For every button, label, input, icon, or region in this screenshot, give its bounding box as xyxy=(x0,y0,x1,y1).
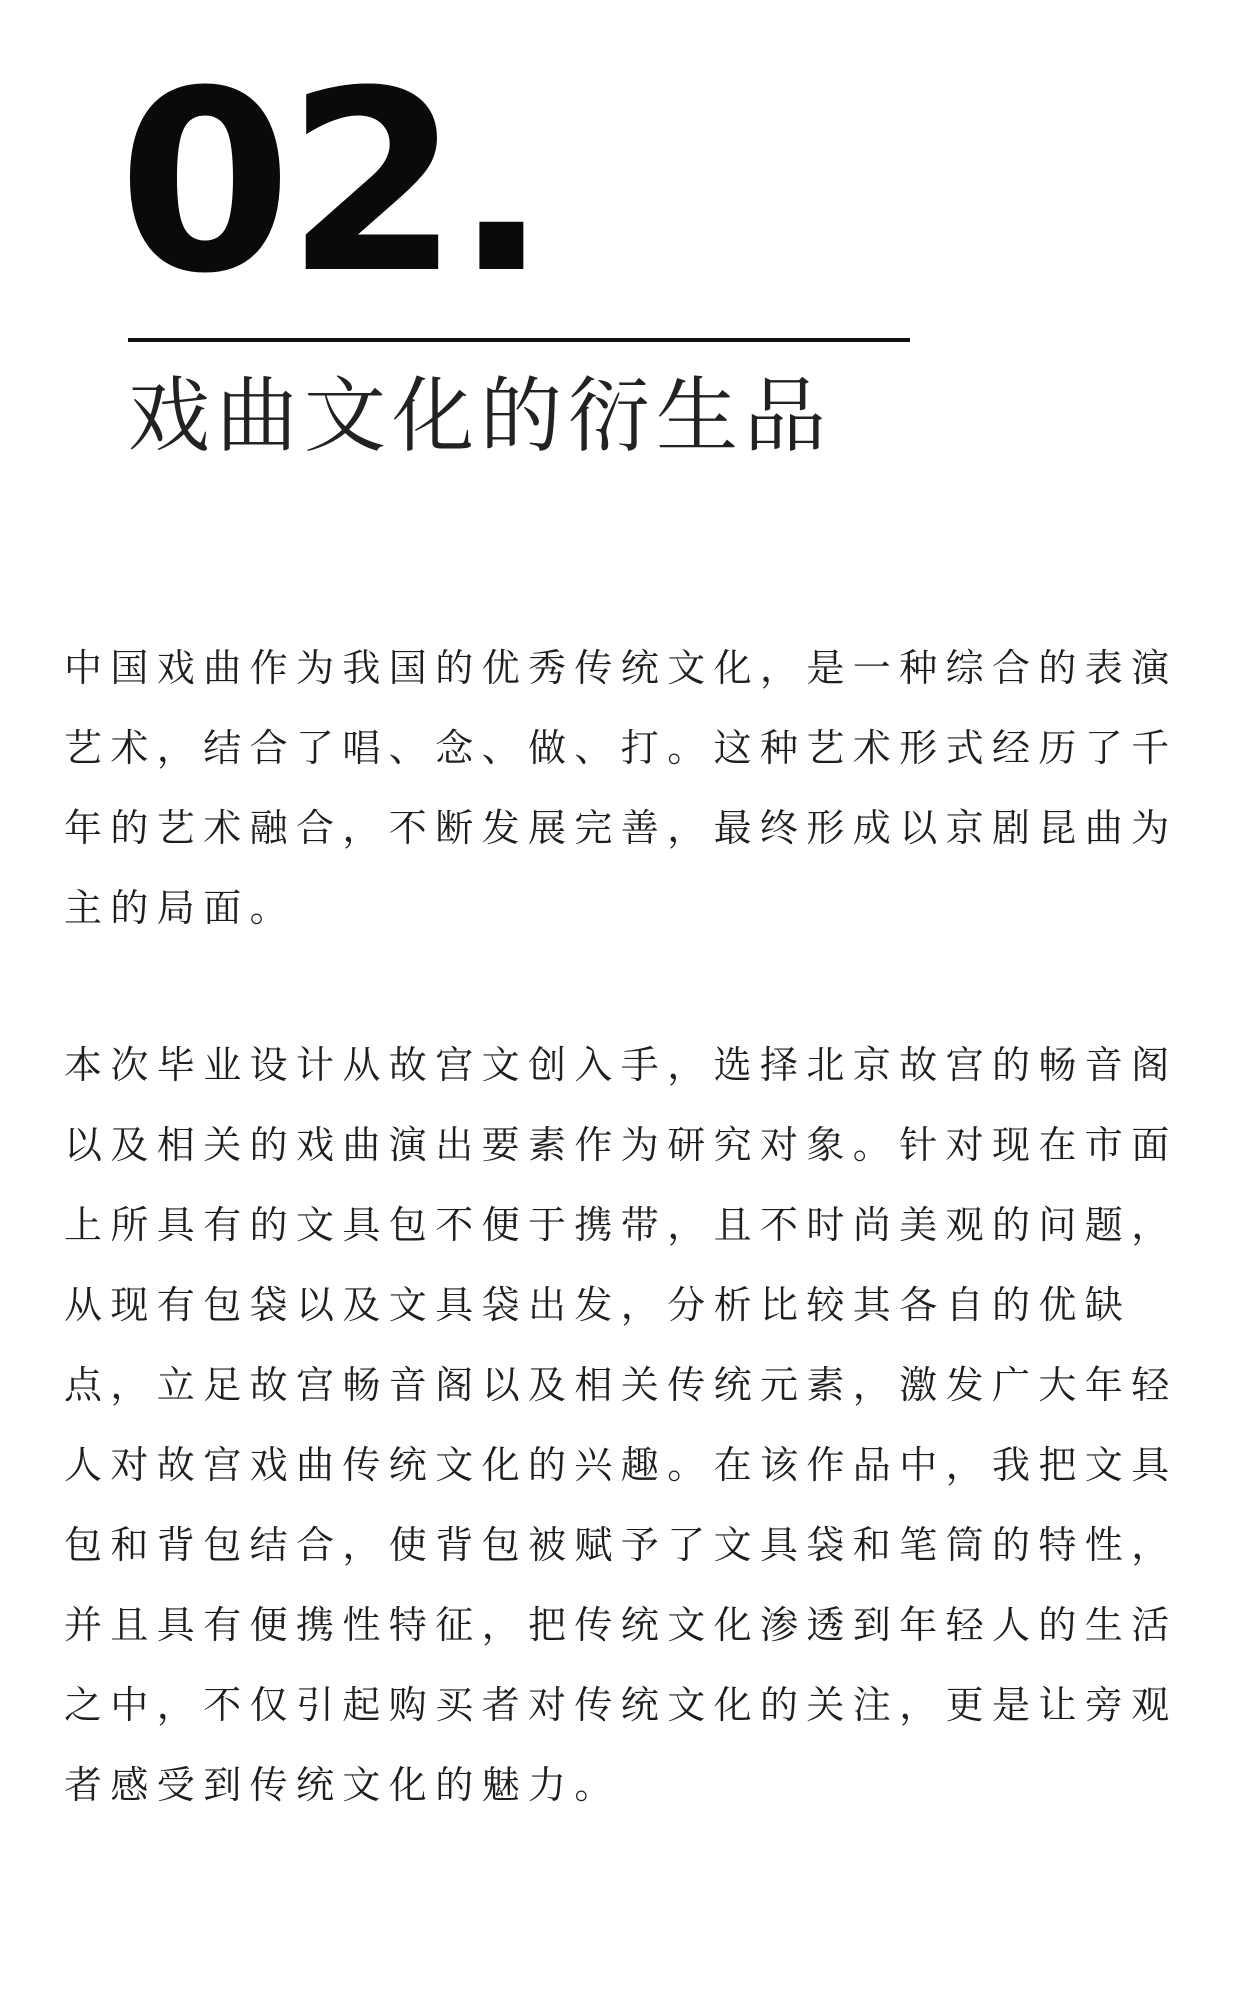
text-line: 上所具有的文具包不便于携带，且不时尚美观的问题， xyxy=(64,1203,1178,1247)
section-title: 戏曲文化的衍生品 xyxy=(128,369,833,464)
text-line: 艺术，结合了唱、念、做、打。这种艺术形式经历了千 xyxy=(64,726,1178,770)
divider xyxy=(128,338,910,342)
paragraph-design xyxy=(64,1025,1194,1825)
text-line: 主的局面。 xyxy=(64,886,297,930)
text-line: 包和背包结合，使背包被赋予了文具袋和笔筒的特性， xyxy=(64,1523,1178,1567)
text-line: 年的艺术融合，不断发展完善，最终形成以京剧昆曲为 xyxy=(64,806,1178,850)
text-line: 人对故宫戏曲传统文化的兴趣。在该作品中，我把文具 xyxy=(64,1443,1178,1487)
text-line: 中国戏曲作为我国的优秀传统文化，是一种综合的表演 xyxy=(64,646,1178,690)
text-line: 以及相关的戏曲演出要素作为研究对象。针对现在市面 xyxy=(64,1123,1178,1167)
text-line: 点，立足故宫畅音阁以及相关传统元素，激发广大年轻 xyxy=(64,1363,1178,1407)
paragraph-intro xyxy=(64,628,1194,948)
text-line: 者感受到传统文化的魅力。 xyxy=(64,1763,621,1807)
text-line: 并且具有便携性特征，把传统文化渗透到年轻人的生活 xyxy=(64,1603,1178,1647)
text-line: 从现有包袋以及文具袋出发，分析比较其各自的优缺 xyxy=(64,1283,1132,1327)
text-line: 之中，不仅引起购买者对传统文化的关注，更是让旁观 xyxy=(64,1683,1178,1727)
text-line: 本次毕业设计从故宫文创入手，选择北京故宫的畅音阁 xyxy=(64,1043,1178,1087)
section-number: 02. xyxy=(118,37,543,328)
